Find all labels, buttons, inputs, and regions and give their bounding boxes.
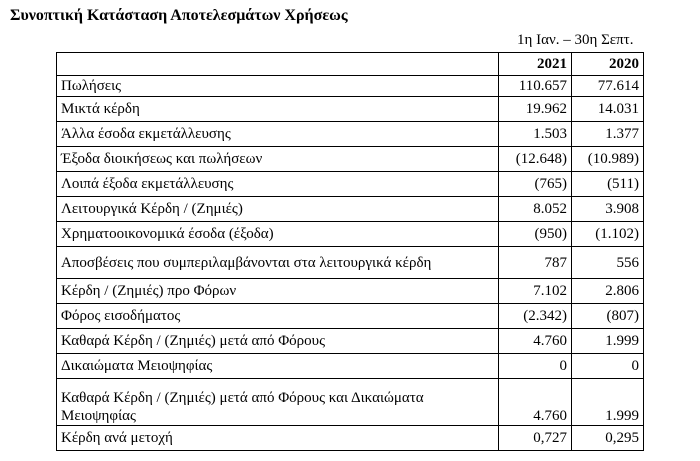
value-2021: (950) [499, 222, 572, 247]
table-row [57, 222, 644, 247]
table-row [57, 304, 644, 329]
value-2020: 2.806 [572, 279, 644, 304]
row-label: Λοιπά έξοδα εκμετάλλευσης [57, 172, 499, 197]
value-2020: 556 [572, 247, 644, 279]
header-blank-cell [57, 53, 499, 76]
value-2021: (2.342) [499, 304, 572, 329]
income-statement-table [56, 52, 644, 451]
row-label: Πωλήσεις [57, 76, 499, 97]
row-label: Καθαρά Κέρδη / (Ζημιές) μετά από Φόρους και Δικαιώματα Μειοψηφίας [57, 379, 499, 426]
row-label: Δικαιώματα Μειοψηφίας [57, 354, 499, 379]
row-label: Κέρδη ανά μετοχή [57, 426, 499, 451]
value-2021: 19.962 [499, 97, 572, 122]
value-2021: 4.760 [499, 379, 572, 426]
value-2020: 0 [572, 354, 644, 379]
table-row [57, 197, 644, 222]
value-2021: (12.648) [499, 147, 572, 172]
value-2020: 1.377 [572, 122, 644, 147]
value-2021: 1.503 [499, 122, 572, 147]
value-2021: 0 [499, 354, 572, 379]
row-label: Μικτά κέρδη [57, 97, 499, 122]
row-label: Αποσβέσεις που συμπεριλαμβάνονται στα λειτουργικά κέρδη [57, 247, 499, 279]
value-2020: 1.999 [572, 329, 644, 354]
value-2020: (1.102) [572, 222, 644, 247]
value-2021: 7.102 [499, 279, 572, 304]
row-label: Καθαρά Κέρδη / (Ζημιές) μετά από Φόρους [57, 329, 499, 354]
table-row [57, 122, 644, 147]
value-2020: 3.908 [572, 197, 644, 222]
table-header-row [57, 53, 644, 76]
value-2020: 0,295 [572, 426, 644, 451]
row-label: Έξοδα διοικήσεως και πωλήσεων [57, 147, 499, 172]
table-row [57, 247, 644, 279]
value-2020: 1.999 [572, 379, 644, 426]
period-label: 1η Ιαν. – 30η Σεπτ. [517, 32, 634, 48]
table-row [57, 329, 644, 354]
value-2020: 77.614 [572, 76, 644, 97]
table-row [57, 426, 644, 451]
value-2020: (511) [572, 172, 644, 197]
table-row [57, 97, 644, 122]
row-label: Λειτουργικά Κέρδη / (Ζημιές) [57, 197, 499, 222]
document-title: Συνοπτική Κατάσταση Αποτελεσμάτων Χρήσεως [10, 7, 348, 24]
row-label: Φόρος εισοδήματος [57, 304, 499, 329]
table-row [57, 379, 644, 426]
value-2021: 4.760 [499, 329, 572, 354]
table-row [57, 354, 644, 379]
value-2020: (807) [572, 304, 644, 329]
value-2021: 0,727 [499, 426, 572, 451]
row-label: Κέρδη / (Ζημιές) προ Φόρων [57, 279, 499, 304]
value-2020: 14.031 [572, 97, 644, 122]
row-label: Χρηματοοικονομικά έσοδα (έξοδα) [57, 222, 499, 247]
table-row [57, 76, 644, 97]
header-year-2021: 2021 [499, 53, 572, 76]
row-label: Άλλα έσοδα εκμετάλλευσης [57, 122, 499, 147]
value-2021: 787 [499, 247, 572, 279]
value-2020: (10.989) [572, 147, 644, 172]
value-2021: 8.052 [499, 197, 572, 222]
table-row [57, 147, 644, 172]
value-2021: 110.657 [499, 76, 572, 97]
table-body [57, 76, 644, 451]
table-row [57, 279, 644, 304]
table-row [57, 172, 644, 197]
value-2021: (765) [499, 172, 572, 197]
header-year-2020: 2020 [572, 53, 644, 76]
